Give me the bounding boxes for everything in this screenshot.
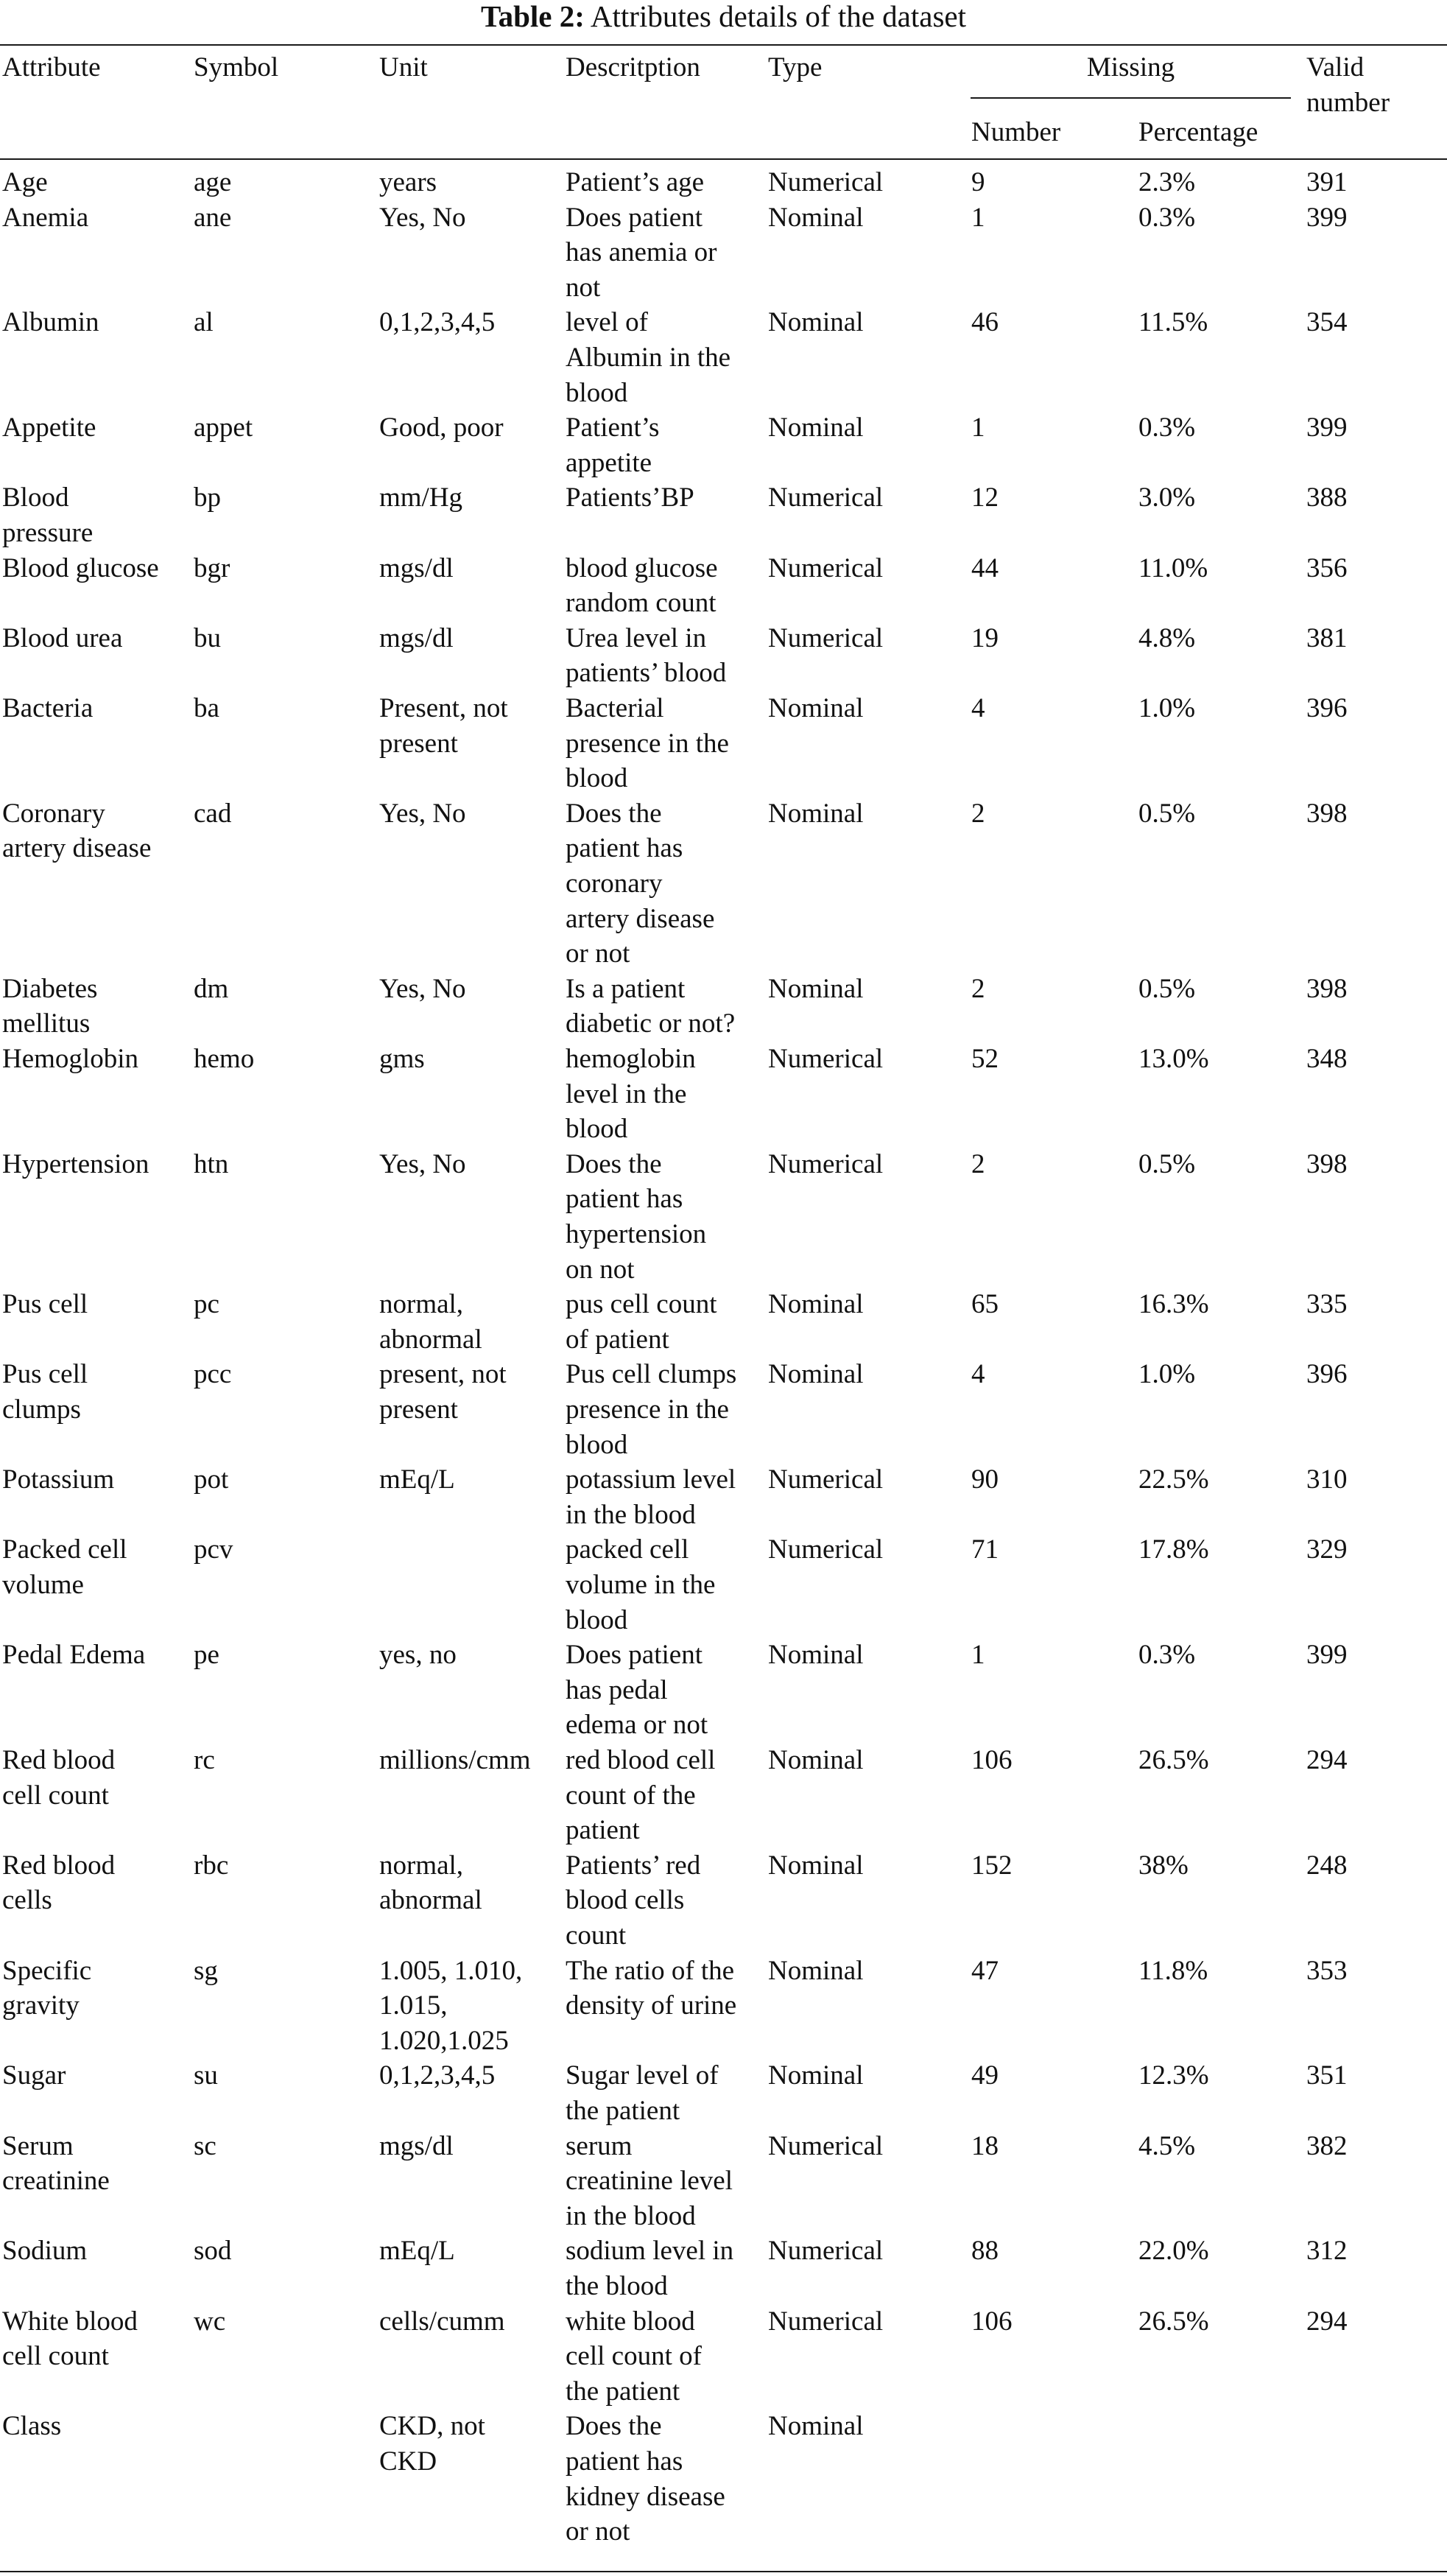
cell-description: Albumin in the	[566, 342, 731, 373]
cell-number: 46	[971, 307, 999, 338]
cell-symbol: pot	[194, 1464, 229, 1495]
cell-description: appetite	[566, 447, 652, 478]
cell-unit: 0,1,2,3,4,5	[379, 2060, 496, 2091]
cell-attribute: Hemoglobin	[2, 1044, 138, 1074]
cell-valid: 398	[1306, 1148, 1348, 1179]
cell-percentage: 17.8%	[1138, 1534, 1209, 1565]
cell-number: 9	[971, 167, 985, 197]
cell-type: Numerical	[768, 1044, 884, 1074]
cell-unit: CKD, not	[379, 2411, 485, 2442]
cell-type: Numerical	[768, 167, 884, 197]
cell-symbol: htn	[194, 1148, 229, 1179]
cell-attribute: Anemia	[2, 202, 89, 233]
cell-valid: 248	[1306, 1850, 1348, 1881]
cell-percentage: 11.5%	[1138, 307, 1208, 338]
cell-attribute: Red blood	[2, 1745, 116, 1775]
cell-description: Does the	[566, 798, 662, 829]
cell-symbol: ane	[194, 202, 232, 233]
cell-type: Nominal	[768, 1289, 864, 1320]
cell-valid: 396	[1306, 693, 1348, 723]
cell-unit: Yes, No	[379, 1148, 466, 1179]
cell-percentage: 1.0%	[1138, 1359, 1196, 1390]
cell-description: not	[566, 272, 601, 303]
cell-attribute: Potassium	[2, 1464, 115, 1495]
cell-description: serum	[566, 2130, 633, 2161]
cell-unit: mgs/dl	[379, 552, 454, 583]
cell-number: 1	[971, 413, 985, 443]
cell-description: presence in the	[566, 728, 729, 759]
cell-percentage: 2.3%	[1138, 167, 1196, 197]
cell-description: diabetic or not?	[566, 1008, 736, 1039]
cell-attribute: pressure	[2, 517, 94, 548]
cell-percentage: 0.5%	[1138, 1148, 1196, 1179]
cell-percentage: 0.3%	[1138, 1640, 1196, 1671]
cell-attribute: Class	[2, 2411, 62, 2442]
cell-type: Nominal	[768, 973, 864, 1004]
cell-description: in the blood	[566, 2200, 696, 2231]
cell-valid: 312	[1306, 2236, 1348, 2267]
cell-attribute: Pus cell	[2, 1359, 88, 1390]
cell-valid: 294	[1306, 2306, 1348, 2337]
cell-type: Nominal	[768, 1359, 864, 1390]
cell-symbol: pcc	[194, 1359, 232, 1390]
cell-description: hemoglobin	[566, 1044, 696, 1074]
cell-description: blood	[566, 1114, 628, 1145]
cell-type: Nominal	[768, 2060, 864, 2091]
cell-type: Numerical	[768, 1464, 884, 1495]
cell-description: presence in the	[566, 1394, 729, 1425]
cell-description: or not	[566, 2516, 630, 2547]
header-valid-1: Valid	[1306, 52, 1365, 83]
cell-symbol: appet	[194, 413, 253, 443]
cell-number: 71	[971, 1534, 999, 1565]
cell-symbol: rc	[194, 1745, 215, 1775]
header-rule	[0, 158, 1447, 160]
cell-description: patient	[566, 1815, 640, 1846]
cell-number: 47	[971, 1955, 999, 1986]
cell-symbol: bp	[194, 482, 221, 513]
cell-description: the patient	[566, 2376, 680, 2407]
cell-symbol: dm	[194, 973, 229, 1004]
cell-valid: 398	[1306, 798, 1348, 829]
cell-attribute: Appetite	[2, 413, 96, 443]
cell-description: Pus cell clumps	[566, 1359, 737, 1390]
cell-unit: millions/cmm	[379, 1745, 531, 1775]
cell-number: 4	[971, 693, 985, 723]
cell-valid: 329	[1306, 1534, 1348, 1565]
cell-type: Numerical	[768, 622, 884, 653]
cell-type: Numerical	[768, 552, 884, 583]
cell-unit: Yes, No	[379, 973, 466, 1004]
cell-description: coronary	[566, 868, 663, 899]
cell-unit: present, not	[379, 1359, 507, 1390]
cell-unit: Yes, No	[379, 202, 466, 233]
cell-type: Nominal	[768, 1955, 864, 1986]
cell-number: 65	[971, 1289, 999, 1320]
cell-number: 4	[971, 1359, 985, 1390]
cell-type: Nominal	[768, 693, 864, 723]
cell-percentage: 11.0%	[1138, 552, 1208, 583]
cell-valid: 354	[1306, 307, 1348, 338]
cell-type: Nominal	[768, 798, 864, 829]
cell-attribute: Sodium	[2, 2236, 88, 2267]
cell-symbol: bgr	[194, 552, 230, 583]
cell-description: in the blood	[566, 1499, 696, 1530]
cell-description: density of urine	[566, 1990, 737, 2021]
cell-description: packed cell	[566, 1534, 689, 1565]
cell-number: 152	[971, 1850, 1013, 1881]
cell-number: 88	[971, 2236, 999, 2267]
cell-valid: 399	[1306, 1640, 1348, 1671]
cell-attribute: Age	[2, 167, 48, 197]
table-caption-text: Attributes details of the dataset	[590, 0, 966, 33]
cell-number: 49	[971, 2060, 999, 2091]
header-type: Type	[768, 52, 823, 83]
cell-valid: 399	[1306, 413, 1348, 443]
cell-unit: Present, not	[379, 693, 508, 723]
cell-symbol: bu	[194, 622, 221, 653]
cell-description: count	[566, 1920, 627, 1951]
cell-description: patients’ blood	[566, 658, 727, 689]
cell-description: patient has	[566, 2446, 683, 2477]
cell-unit: normal,	[379, 1850, 464, 1881]
cell-description: the blood	[566, 2270, 668, 2301]
cell-valid: 382	[1306, 2130, 1348, 2161]
cell-attribute: Serum	[2, 2130, 74, 2161]
cell-attribute: Blood urea	[2, 622, 123, 653]
cell-unit: mEq/L	[379, 1464, 455, 1495]
cell-description: volume in the	[566, 1569, 716, 1600]
cell-type: Numerical	[768, 2306, 884, 2337]
cell-unit: cells/cumm	[379, 2306, 505, 2337]
cell-description: Bacterial	[566, 693, 664, 723]
cell-symbol: sg	[194, 1955, 218, 1986]
cell-attribute: cell count	[2, 1780, 109, 1811]
cell-number: 2	[971, 798, 985, 829]
missing-subrule	[971, 97, 1291, 99]
cell-type: Numerical	[768, 482, 884, 513]
cell-symbol: pcv	[194, 1534, 233, 1565]
cell-unit: present	[379, 728, 458, 759]
cell-description: Patients’ red	[566, 1850, 701, 1881]
cell-type: Numerical	[768, 2130, 884, 2161]
cell-description: Urea level in	[566, 622, 707, 653]
cell-attribute: Sugar	[2, 2060, 66, 2091]
cell-description: The ratio of the	[566, 1955, 735, 1986]
cell-description: cell count of	[566, 2341, 702, 2372]
header-percentage: Percentage	[1138, 117, 1258, 147]
cell-attribute: cell count	[2, 2341, 109, 2372]
cell-type: Nominal	[768, 307, 864, 338]
cell-unit: gms	[379, 1044, 425, 1074]
cell-number: 44	[971, 552, 999, 583]
cell-description: creatinine level	[566, 2166, 733, 2197]
cell-unit: years	[379, 167, 437, 197]
cell-valid: 381	[1306, 622, 1348, 653]
cell-number: 106	[971, 2306, 1013, 2337]
cell-valid: 353	[1306, 1955, 1348, 1986]
cell-description: blood cells	[566, 1885, 685, 1916]
cell-symbol: rbc	[194, 1850, 229, 1881]
cell-number: 1	[971, 202, 985, 233]
cell-percentage: 26.5%	[1138, 2306, 1209, 2337]
header-valid-2: number	[1306, 88, 1390, 118]
cell-symbol: age	[194, 167, 232, 197]
cell-symbol: hemo	[194, 1044, 255, 1074]
cell-description: random count	[566, 588, 717, 619]
cell-number: 106	[971, 1745, 1013, 1775]
cell-description: white blood	[566, 2306, 695, 2337]
cell-description: red blood cell	[566, 1745, 716, 1775]
cell-unit: mm/Hg	[379, 482, 463, 513]
cell-number: 2	[971, 1148, 985, 1179]
cell-description: Does the	[566, 1148, 662, 1179]
cell-percentage: 3.0%	[1138, 482, 1196, 513]
cell-number: 2	[971, 973, 985, 1004]
cell-unit: CKD	[379, 2446, 437, 2477]
cell-type: Nominal	[768, 1745, 864, 1775]
bottom-rule	[0, 2571, 1447, 2572]
cell-description: blood	[566, 377, 628, 408]
cell-attribute: Coronary	[2, 798, 105, 829]
cell-unit: yes, no	[379, 1640, 457, 1671]
cell-description: sodium level in	[566, 2236, 734, 2267]
cell-attribute: Hypertension	[2, 1148, 149, 1179]
cell-attribute: cells	[2, 1885, 52, 1916]
cell-number: 18	[971, 2130, 999, 2161]
cell-symbol: pe	[194, 1640, 219, 1671]
cell-description: Patient’s age	[566, 167, 705, 197]
cell-percentage: 0.3%	[1138, 202, 1196, 233]
cell-percentage: 16.3%	[1138, 1289, 1209, 1320]
cell-attribute: Red blood	[2, 1850, 116, 1881]
cell-symbol: pc	[194, 1289, 219, 1320]
cell-description: Patient’s	[566, 413, 660, 443]
cell-percentage: 0.5%	[1138, 798, 1196, 829]
cell-percentage: 1.0%	[1138, 693, 1196, 723]
cell-type: Nominal	[768, 413, 864, 443]
cell-description: patient has	[566, 833, 683, 864]
cell-unit: normal,	[379, 1289, 464, 1320]
cell-valid: 398	[1306, 973, 1348, 1004]
cell-description: edema or not	[566, 1710, 708, 1741]
cell-description: has pedal	[566, 1674, 668, 1705]
cell-unit: abnormal	[379, 1885, 482, 1916]
cell-description: blood glucose	[566, 552, 718, 583]
cell-description: on not	[566, 1254, 635, 1285]
cell-type: Nominal	[768, 202, 864, 233]
cell-valid: 391	[1306, 167, 1348, 197]
cell-type: Numerical	[768, 1148, 884, 1179]
cell-description: Patients’BP	[566, 482, 694, 513]
cell-description: blood	[566, 763, 628, 794]
cell-unit: mEq/L	[379, 2236, 455, 2267]
cell-percentage: 4.5%	[1138, 2130, 1196, 2161]
cell-type: Numerical	[768, 1534, 884, 1565]
cell-symbol: cad	[194, 798, 232, 829]
cell-unit: Yes, No	[379, 798, 466, 829]
cell-unit: 0,1,2,3,4,5	[379, 307, 496, 338]
cell-unit: 1.020,1.025	[379, 2025, 509, 2056]
cell-description: blood	[566, 1604, 628, 1635]
cell-attribute: Blood glucose	[2, 552, 159, 583]
cell-attribute: Blood	[2, 482, 69, 513]
cell-valid: 351	[1306, 2060, 1348, 2091]
cell-description: patient has	[566, 1184, 683, 1215]
cell-attribute: volume	[2, 1569, 84, 1600]
cell-attribute: White blood	[2, 2306, 138, 2337]
cell-description: blood	[566, 1429, 628, 1460]
cell-number: 90	[971, 1464, 999, 1495]
cell-description: level in the	[566, 1078, 687, 1109]
cell-attribute: Bacteria	[2, 693, 94, 723]
cell-type: Nominal	[768, 2411, 864, 2442]
header-unit: Unit	[379, 52, 428, 83]
cell-description: hypertension	[566, 1218, 707, 1249]
cell-description: Does patient	[566, 202, 703, 233]
cell-percentage: 22.0%	[1138, 2236, 1209, 2267]
cell-number: 1	[971, 1640, 985, 1671]
cell-description: of patient	[566, 1324, 669, 1355]
cell-percentage: 0.5%	[1138, 973, 1196, 1004]
cell-symbol: wc	[194, 2306, 226, 2337]
cell-percentage: 12.3%	[1138, 2060, 1209, 2091]
cell-description: kidney disease	[566, 2481, 725, 2512]
top-rule	[0, 44, 1447, 46]
cell-description: pus cell count	[566, 1289, 717, 1320]
cell-symbol: sod	[194, 2236, 232, 2267]
cell-valid: 310	[1306, 1464, 1348, 1495]
cell-number: 52	[971, 1044, 999, 1074]
cell-attribute: Diabetes	[2, 973, 98, 1004]
table-caption	[0, 0, 1447, 38]
cell-description: level of	[566, 307, 648, 338]
table-caption-label: Table 2:	[481, 0, 585, 33]
cell-unit: 1.015,	[379, 1990, 448, 2021]
cell-type: Nominal	[768, 1850, 864, 1881]
cell-description: Does the	[566, 2411, 662, 2442]
cell-attribute: Pedal Edema	[2, 1640, 146, 1671]
cell-attribute: Albumin	[2, 307, 99, 338]
cell-symbol: su	[194, 2060, 218, 2091]
header-attribute: Attribute	[2, 52, 101, 83]
cell-unit: abnormal	[379, 1324, 482, 1355]
cell-percentage: 11.8%	[1138, 1955, 1208, 1986]
cell-description: potassium level	[566, 1464, 736, 1495]
cell-description: count of the	[566, 1780, 696, 1811]
cell-percentage: 4.8%	[1138, 622, 1196, 653]
cell-valid: 335	[1306, 1289, 1348, 1320]
cell-attribute: artery disease	[2, 833, 152, 864]
cell-percentage: 38%	[1138, 1850, 1189, 1881]
header-number: Number	[971, 117, 1061, 147]
cell-symbol: sc	[194, 2130, 216, 2161]
header-symbol: Symbol	[194, 52, 279, 83]
cell-percentage: 26.5%	[1138, 1745, 1209, 1775]
cell-description: Sugar level of	[566, 2060, 719, 2091]
cell-description: Is a patient	[566, 973, 686, 1004]
cell-attribute: mellitus	[2, 1008, 91, 1039]
cell-description: or not	[566, 938, 630, 969]
cell-percentage: 13.0%	[1138, 1044, 1209, 1074]
cell-description: the patient	[566, 2095, 680, 2126]
cell-unit: Good, poor	[379, 413, 504, 443]
cell-valid: 294	[1306, 1745, 1348, 1775]
cell-attribute: Specific	[2, 1955, 92, 1986]
cell-unit: mgs/dl	[379, 2130, 454, 2161]
cell-unit: 1.005, 1.010,	[379, 1955, 523, 1986]
cell-attribute: gravity	[2, 1990, 80, 2021]
header-missing: Missing	[1086, 52, 1175, 83]
cell-valid: 388	[1306, 482, 1348, 513]
cell-description: artery disease	[566, 903, 715, 934]
cell-number: 12	[971, 482, 999, 513]
cell-unit: mgs/dl	[379, 622, 454, 653]
cell-attribute: clumps	[2, 1394, 81, 1425]
cell-attribute: Pus cell	[2, 1289, 88, 1320]
cell-valid: 356	[1306, 552, 1348, 583]
cell-description: Does patient	[566, 1640, 703, 1671]
cell-percentage: 0.3%	[1138, 413, 1196, 443]
cell-attribute: creatinine	[2, 2166, 110, 2197]
cell-valid: 348	[1306, 1044, 1348, 1074]
header-description: Descritption	[566, 52, 700, 83]
cell-attribute: Packed cell	[2, 1534, 127, 1565]
cell-percentage: 22.5%	[1138, 1464, 1209, 1495]
cell-symbol: al	[194, 307, 214, 338]
cell-type: Numerical	[768, 2236, 884, 2267]
cell-description: has anemia or	[566, 237, 717, 268]
cell-number: 19	[971, 622, 999, 653]
cell-valid: 399	[1306, 202, 1348, 233]
cell-unit: present	[379, 1394, 458, 1425]
cell-type: Nominal	[768, 1640, 864, 1671]
cell-valid: 396	[1306, 1359, 1348, 1390]
cell-symbol: ba	[194, 693, 219, 723]
